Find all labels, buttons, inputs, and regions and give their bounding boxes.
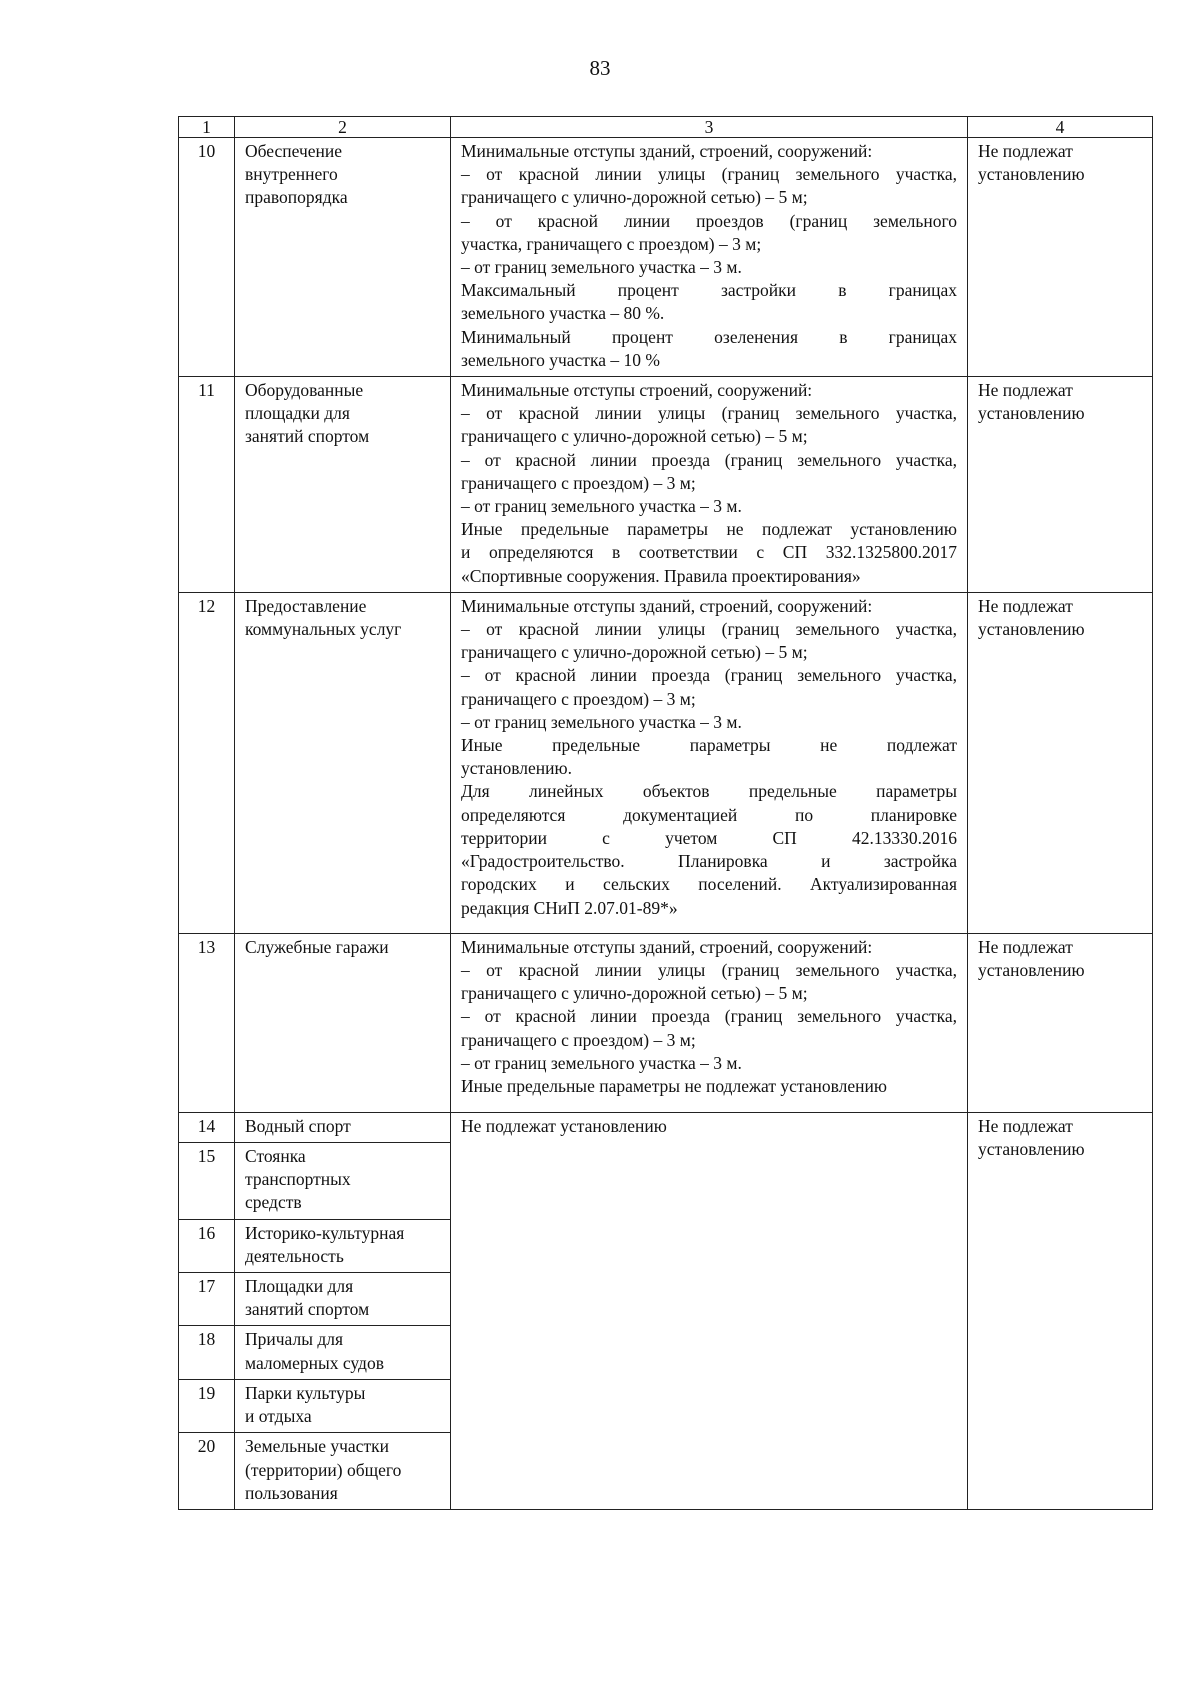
table-row	[179, 377, 1153, 593]
parameter-line: – от красной линии улицы (границ земельного участка,	[461, 960, 957, 981]
parameter-line: определяются документацией по планировке	[461, 804, 957, 825]
parameter-line: – от красной линии улицы (границ земельного участка,	[461, 619, 957, 640]
other-limits-cell	[968, 138, 1153, 377]
parameter-line: – от красной линии улицы (границ земельного участка,	[461, 403, 957, 424]
parameter-line: земельного участка – 80 %.	[461, 303, 665, 324]
other-limits-line: установлению	[978, 960, 1085, 981]
parameters-cell	[451, 933, 968, 1112]
row-number: 18	[179, 1326, 235, 1379]
use-type-name	[235, 1273, 451, 1326]
parameter-line: земельного участка – 10 %	[461, 349, 660, 370]
other-limits-cell	[968, 1112, 1153, 1509]
table-row	[179, 1112, 1153, 1142]
use-type-name-line: транспортных	[245, 1169, 351, 1190]
parameter-line: Минимальные отступы зданий, строений, сооружений:	[461, 141, 873, 161]
row-number: 16	[179, 1219, 235, 1272]
parameter-line: Иные предельные параметры не подлежат установлению	[461, 1076, 887, 1097]
parameter-line: – от границ земельного участка – 3 м.	[461, 1052, 742, 1073]
use-type-name	[235, 1433, 451, 1510]
use-type-name-line: средств	[245, 1192, 302, 1213]
parameter-line: граничащего с улично-дорожной сетью) – 5 м;	[461, 983, 808, 1004]
parameter-line: городских и сельских поселений. Актуализированная	[461, 874, 957, 895]
row-number: 12	[179, 592, 235, 933]
regulations-table	[178, 116, 1153, 1510]
parameters-cell	[451, 377, 968, 593]
other-limits-line: Не подлежат	[978, 1115, 1073, 1136]
use-type-name-line: Стоянка	[245, 1146, 306, 1167]
parameter-line: и определяются в соответствии с СП 332.1325800.2017	[461, 542, 957, 563]
other-limits-cell	[968, 592, 1153, 933]
row-number: 11	[179, 377, 235, 593]
table-body	[179, 117, 1153, 1510]
row-number: 17	[179, 1273, 235, 1326]
other-limits-line: установлению	[978, 403, 1085, 424]
other-limits-line: установлению	[978, 1139, 1085, 1160]
row-number: 15	[179, 1143, 235, 1220]
parameter-line: граничащего с проездом) – 3 м;	[461, 688, 696, 709]
header-cell-3: 3	[451, 117, 968, 138]
other-limits-line: установлению	[978, 619, 1085, 640]
other-limits-line: Не подлежат	[978, 595, 1073, 616]
page-number: 83	[589, 56, 611, 80]
parameter-line: – от красной линии проезда (границ земельного участка,	[461, 449, 957, 470]
parameter-line: граничащего с улично-дорожной сетью) – 5 м;	[461, 642, 808, 663]
use-type-name-line: Обеспечение	[245, 141, 343, 161]
parameter-line: – от границ земельного участка – 3 м.	[461, 257, 742, 278]
parameter-line: Не подлежат установлению	[461, 1115, 667, 1136]
use-type-name-line: коммунальных услуг	[245, 619, 402, 640]
parameter-line: установлению.	[461, 758, 572, 779]
parameter-line: «Градостроительство. Планировка и застройка	[461, 851, 957, 872]
parameter-line: – от красной линии улицы (границ земельного участка,	[461, 164, 957, 185]
use-type-name-line: и отдыха	[245, 1406, 312, 1427]
use-type-name-line: Земельные участки	[245, 1436, 389, 1457]
use-type-name-line: правопорядка	[245, 187, 348, 208]
table-row	[179, 592, 1153, 933]
use-type-name-line: Причалы для	[245, 1329, 344, 1350]
parameter-line: Минимальные отступы зданий, строений, сооружений:	[461, 595, 873, 616]
parameter-line: территории с учетом СП 42.13330.2016	[461, 827, 957, 848]
use-type-name	[235, 377, 451, 593]
row-number: 20	[179, 1433, 235, 1510]
other-limits-cell	[968, 377, 1153, 593]
use-type-name	[235, 1379, 451, 1432]
parameter-line: – от красной линии проезда (границ земельного участка,	[461, 1006, 957, 1027]
parameter-line: участка, граничащего с проездом) – 3 м;	[461, 233, 762, 254]
other-limits-cell	[968, 933, 1153, 1112]
use-type-name-line: Предоставление	[245, 595, 367, 616]
parameter-line: – от границ земельного участка – 3 м.	[461, 711, 742, 732]
table-row	[179, 138, 1153, 377]
use-type-name	[235, 1326, 451, 1379]
other-limits-line: установлению	[978, 164, 1085, 185]
other-limits-line: Не подлежат	[978, 936, 1073, 957]
parameter-line: – от границ земельного участка – 3 м.	[461, 496, 742, 517]
use-type-name-line: Оборудованные	[245, 380, 364, 401]
parameter-line: граничащего с улично-дорожной сетью) – 5 м;	[461, 426, 808, 447]
other-limits-line: Не подлежат	[978, 141, 1073, 161]
use-type-name	[235, 933, 451, 1112]
parameter-line: – от красной линии проезда (границ земельного участка,	[461, 665, 957, 686]
parameter-line: Минимальные отступы зданий, строений, сооружений:	[461, 936, 873, 957]
use-type-name-line: Водный спорт	[245, 1115, 351, 1136]
parameter-line: – от красной линии проездов (границ земельного	[461, 210, 957, 231]
header-cell-1: 1	[179, 117, 235, 138]
row-number: 13	[179, 933, 235, 1112]
parameters-cell	[451, 138, 968, 377]
use-type-name	[235, 1219, 451, 1272]
parameter-line: Минимальные отступы строений, сооружений:	[461, 380, 813, 401]
use-type-name-line: маломерных судов	[245, 1352, 384, 1373]
parameter-line: граничащего с проездом) – 3 м;	[461, 1029, 696, 1050]
parameter-line: Иные предельные параметры не подлежат установлению	[461, 519, 957, 540]
parameters-cell	[451, 592, 968, 933]
parameter-line: редакция СНиП 2.07.01-89*»	[461, 897, 678, 918]
row-number: 10	[179, 138, 235, 377]
use-type-name-line: пользования	[245, 1482, 338, 1503]
header-cell-2: 2	[235, 117, 451, 138]
use-type-name-line: площадки для	[245, 403, 350, 424]
parameter-line: «Спортивные сооружения. Правила проектирования»	[461, 565, 861, 586]
parameters-cell	[451, 1112, 968, 1509]
use-type-name-line: Историко-культурная	[245, 1222, 405, 1243]
use-type-name	[235, 1112, 451, 1142]
row-number: 14	[179, 1112, 235, 1142]
header-cell-4: 4	[968, 117, 1153, 138]
use-type-name	[235, 592, 451, 933]
other-limits-line: Не подлежат	[978, 380, 1073, 401]
parameter-line: граничащего с проездом) – 3 м;	[461, 472, 696, 493]
row-number: 19	[179, 1379, 235, 1432]
use-type-name-line: внутреннего	[245, 164, 338, 185]
use-type-name-line: Служебные гаражи	[245, 936, 389, 957]
parameter-line: граничащего с улично-дорожной сетью) – 5 м;	[461, 187, 808, 208]
use-type-name-line: деятельность	[245, 1245, 344, 1266]
table-row	[179, 933, 1153, 1112]
use-type-name	[235, 138, 451, 377]
use-type-name-line: занятий спортом	[245, 426, 370, 447]
parameter-line: Иные предельные параметры не подлежат	[461, 735, 957, 756]
use-type-name-line: Площадки для	[245, 1276, 354, 1297]
parameter-line: Минимальный процент озеленения в границах	[461, 326, 957, 347]
use-type-name-line: Парки культуры	[245, 1382, 366, 1403]
header-row	[179, 117, 1153, 138]
use-type-name-line: занятий спортом	[245, 1299, 370, 1320]
parameter-line: Для линейных объектов предельные параметры	[461, 781, 957, 802]
use-type-name	[235, 1143, 451, 1220]
parameter-line: Максимальный процент застройки в границах	[461, 280, 957, 301]
use-type-name-line: (территории) общего	[245, 1459, 402, 1480]
